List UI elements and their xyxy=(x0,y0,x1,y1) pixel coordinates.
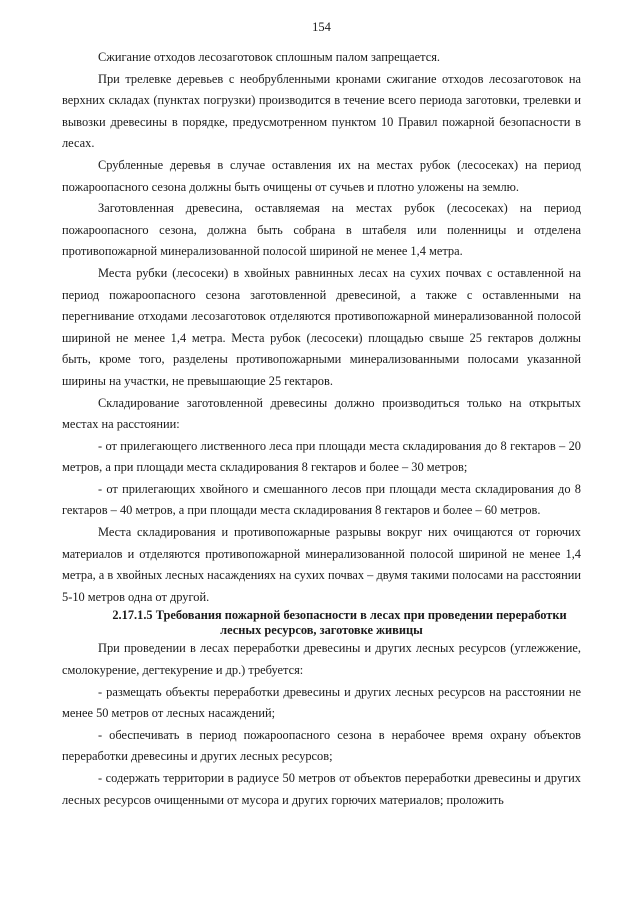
list-item: - от прилегающего лиственного леса при площади места складирования до 8 гектаров – 20 метров, а при площади места складирования 8 гектаров и более – 30 метров; xyxy=(62,438,581,475)
list-item: - размещать объекты переработки древесины и других лесных ресурсов на расстоянии не менее 50 метров от лесных насаждений; xyxy=(62,684,581,721)
paragraph: Заготовленная древесина, оставляемая на местах рубок (лесосеках) на период пожароопасного сезона, должна быть собрана в штабеля или поленницы и отделена противопожарной минерализованной полосой шириной не менее 1,4 метра. xyxy=(62,201,581,259)
section-heading: 2.17.1.5 Требования пожарной безопасности в лесах при проведении переработки лесных ресурсов, заготовке живицы xyxy=(112,608,567,638)
paragraph: При трелевке деревьев с необрубленными кронами сжигание отходов лесозаготовок на верхних складах (пунктах погрузки) производится в течение всего периода заготовки, трелевки и вывозки древесины в порядке, предусмотренном пунктом 10 Правил пожарной безопасности в лесах. xyxy=(62,71,581,151)
page-number: 154 xyxy=(312,20,331,34)
list-item: - содержать территории в радиусе 50 метров от объектов переработки древесины и других лесных ресурсов очищенными от мусора и других горючих материалов; проложить xyxy=(62,771,581,807)
paragraph: Срубленные деревья в случае оставления их на местах рубок (лесосеках) на период пожароопасного сезона должны быть очищены от сучьев и плотно уложены на землю. xyxy=(62,157,581,194)
paragraph: Сжигание отходов лесозаготовок сплошным палом запрещается. xyxy=(98,50,440,64)
list-item: - от прилегающих хвойного и смешанного лесов при площади места складирования до 8 гектаров – 40 метров, а при площади места складирования 8 гектаров и более – 60 метров. xyxy=(62,481,581,518)
paragraph: Складирование заготовленной древесины должно производиться только на открытых местах на расстоянии: xyxy=(62,395,581,432)
list-item: - обеспечивать в период пожароопасного сезона в нерабочее время охрану объектов переработки древесины и других лесных ресурсов; xyxy=(62,727,581,764)
paragraph: При проведении в лесах переработки древесины и других лесных ресурсов (углежжение, смолокурение, дегтекурение и др.) требуется: xyxy=(62,641,581,678)
paragraph: Места рубки (лесосеки) в хвойных равнинных лесах на сухих почвах с оставленной на период пожароопасного сезона заготовленной древесиной, а также с оставленными на перегнивание отходами лесозаготовок отделяются противопожарной минерализованной полосой шириной не менее 1,4 метра. Места рубок (лесосеки) площадью свыше 25 гектаров должны быть, кроме того, разделены противопожарными минерализованными полосами указанной ширины на участки, не превышающие 25 гектаров. xyxy=(62,265,581,388)
paragraph: Места складирования и противопожарные разрывы вокруг них очищаются от горючих материалов и отделяются противопожарной минерализованной полосой шириной не менее 1,4 метра, а в хвойных лесных насаждениях на сухих почвах – двумя такими полосами на расстоянии 5-10 метров одна от другой. xyxy=(62,525,581,604)
document-body xyxy=(62,47,581,811)
